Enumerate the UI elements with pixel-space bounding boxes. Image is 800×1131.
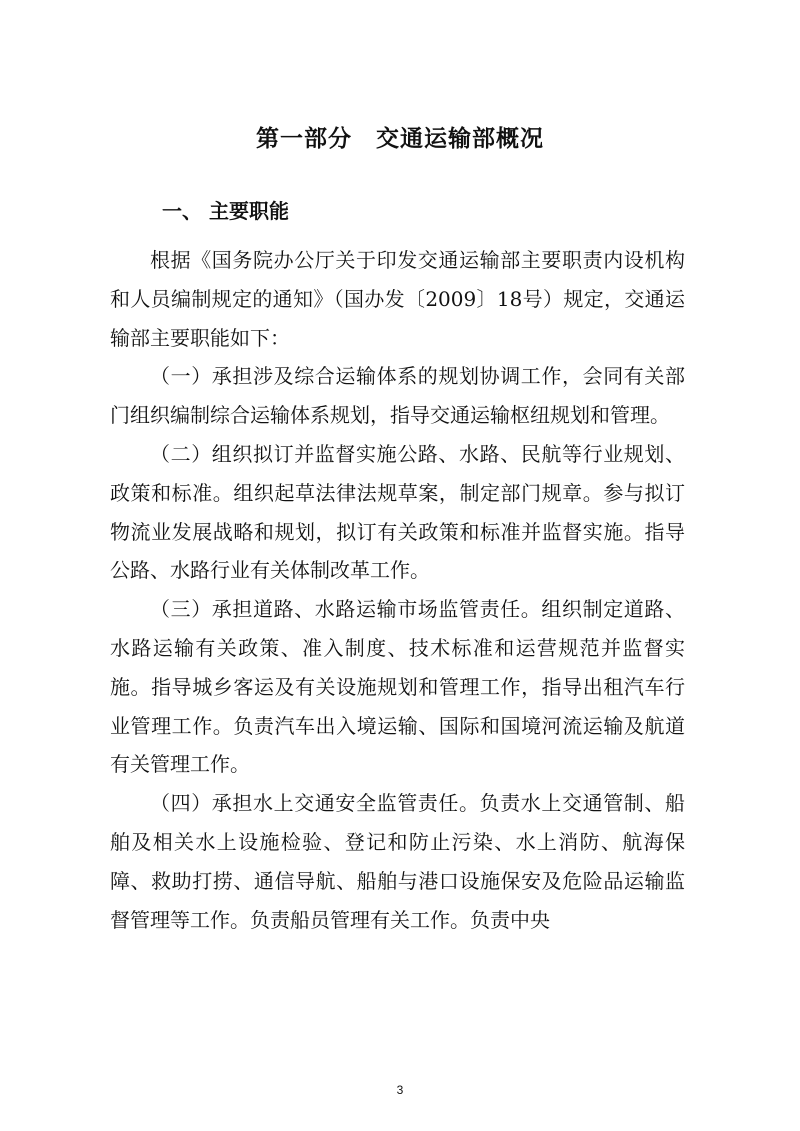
paragraph-item-4: （四）承担水上交通安全监管责任。负责水上交通管制、船舶及相关水上设施检验、登记和防止污染、水上消防、航海保障、救助打捞、通信导航、船舶与港口设施保安及危险品运输监督管理等工作。负责船员管理有关工作。负责中央 [110,791,685,932]
paragraph-item-1: （一）承担涉及综合运输体系的规划协调工作，会同有关部门组织编制综合运输体系规划，指导交通运输枢纽规划和管理。 [110,364,685,428]
paragraph-item-2: （二）组织拟订并监督实施公路、水路、民航等行业规划、政策和标准。组织起草法律法规草案，制定部门规章。参与拟订物流业发展战略和规划，拟订有关政策和标准并监督实施。指导公路、水路行业有关体制改革工作。 [110,441,685,583]
page-title: 第一部分 交通运输部概况 [256,126,544,152]
paragraph-intro: 根据《国务院办公厅关于印发交通运输部主要职责内设机构和人员编制规定的通知》（国办发〔2009〕18号）规定，交通运输部主要职能如下： [110,248,685,350]
section-heading: 一、 主要职能 [162,199,289,223]
paragraph-item-3: （三）承担道路、水路运输市场监管责任。组织制定道路、水路运输有关政策、准入制度、技术标准和运营规范并监督实施。指导城乡客运及有关设施规划和管理工作，指导出租汽车行业管理工作。负责汽车出入境运输、国际和国境河流运输及航道有关管理工作。 [110,597,685,777]
body-text [110,241,685,939]
page-number: 3 [396,1083,404,1097]
